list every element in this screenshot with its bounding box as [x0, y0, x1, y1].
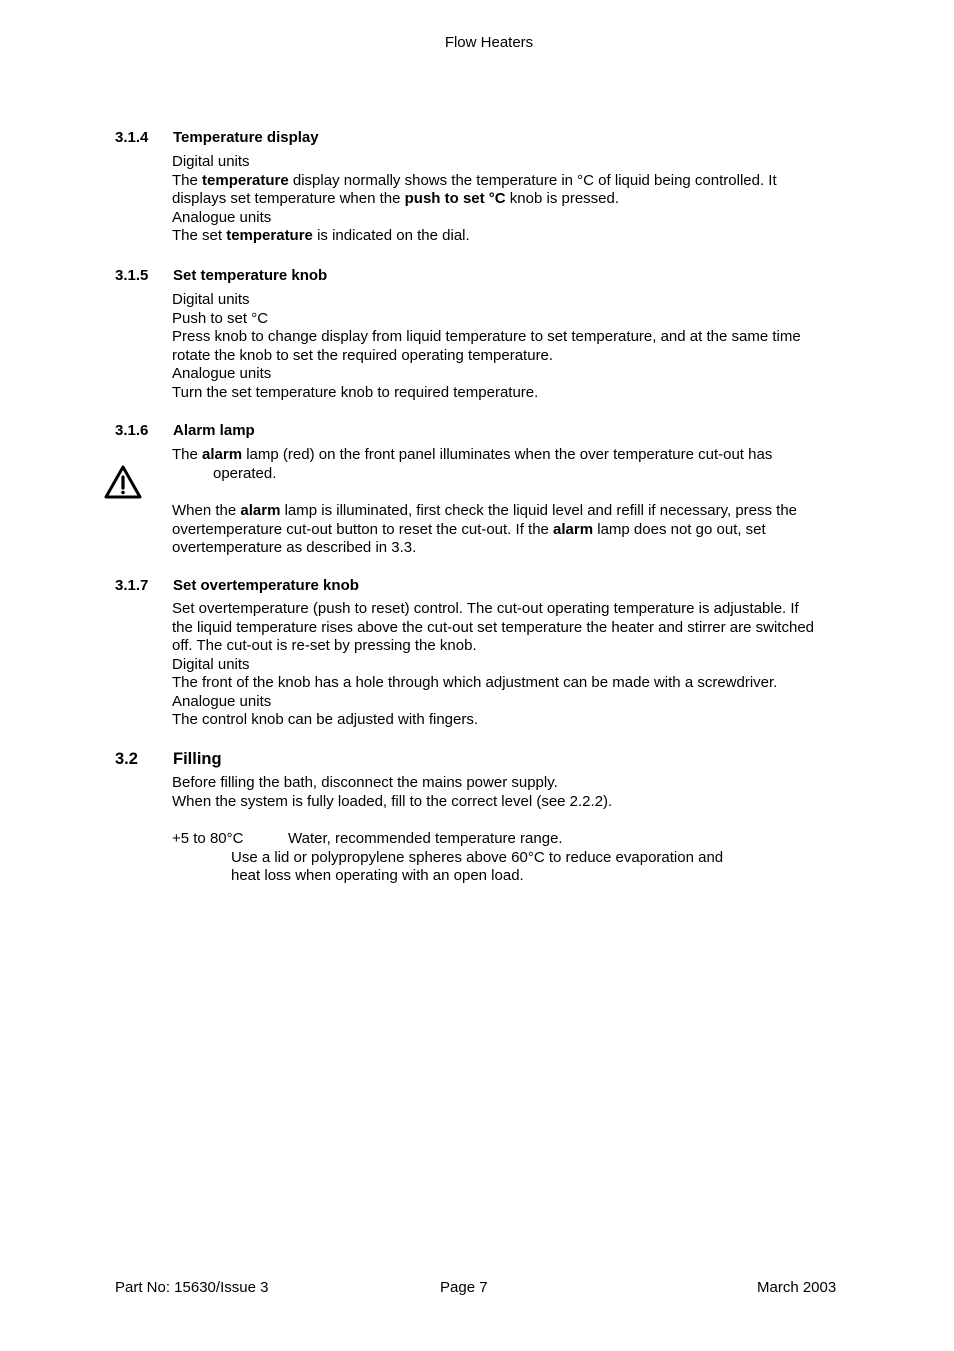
section-body-3-1-6 [172, 446, 872, 558]
line: heat loss when operating with an open load. [231, 867, 524, 884]
section-title-temperature-display: Temperature display [173, 129, 319, 146]
section-body-3-2 [172, 774, 872, 886]
footer-part-number: Part No: 15630/Issue 3 [115, 1279, 269, 1296]
section-title-set-temperature-knob: Set temperature knob [173, 267, 328, 284]
line: Digital units [172, 291, 250, 308]
line: Digital units [172, 153, 250, 170]
section-body-3-1-5 [172, 291, 872, 402]
section-title-filling: Filling [173, 750, 222, 768]
line: off. The cut-out is re-set by pressing the knob. [172, 637, 477, 654]
section-number-3-1-6: 3.1.6 [115, 422, 149, 439]
line: the liquid temperature rises above the cut-out set temperature the heater and stirrer are switched [172, 618, 815, 636]
temperature-range: +5 to 80°C [172, 830, 244, 847]
line: Set overtemperature (push to reset) control. The cut-out operating temperature is adjustable. If [172, 600, 799, 617]
section-body-3-1-7 [172, 600, 872, 730]
line: Analogue units [172, 208, 272, 226]
temperature-range-description: Water, recommended temperature range. [288, 830, 563, 847]
line: The set temperature is indicated on the dial. [172, 227, 470, 244]
section-body-3-1-4 [172, 153, 872, 246]
line: The alarm lamp (red) on the front panel illuminates when the over temperature cut-out has [172, 446, 773, 463]
line: Use a lid or polypropylene spheres above 60°C to reduce evaporation and [231, 848, 724, 866]
section-number-3-1-7: 3.1.7 [115, 577, 149, 594]
line: The front of the knob has a hole through which adjustment can be made with a screwdriver. [172, 674, 778, 691]
line: Before filling the bath, disconnect the mains power supply. [172, 774, 558, 791]
footer-page-number: Page 7 [440, 1279, 488, 1296]
running-header: Flow Heaters [444, 34, 534, 51]
section-number-3-1-5: 3.1.5 [115, 267, 149, 284]
line: When the alarm lamp is illuminated, first check the liquid level and refill if necessary, press the [172, 502, 798, 519]
line: overtemperature as described in 3.3. [172, 539, 417, 556]
line: Push to set °C [172, 309, 269, 327]
line: The control knob can be adjusted with fingers. [172, 711, 479, 728]
line: When the system is fully loaded, fill to the correct level (see 2.2.2). [172, 792, 613, 810]
line: overtemperature cut-out button to reset the cut-out. If the alarm lamp does not go out, set [172, 520, 766, 538]
section-title-set-overtemperature-knob: Set overtemperature knob [173, 577, 359, 594]
footer-date: March 2003 [757, 1279, 837, 1296]
section-number-3-1-4: 3.1.4 [115, 129, 149, 146]
section-number-3-2: 3.2 [115, 750, 138, 768]
line: The temperature display normally shows the temperature in °C of liquid being controlled. It [172, 171, 777, 189]
line: displays set temperature when the push to set °C knob is pressed. [172, 190, 620, 207]
temperature-range-line [172, 830, 872, 849]
section-title-alarm-lamp: Alarm lamp [173, 422, 255, 439]
line: Analogue units [172, 365, 272, 382]
warning-triangle-icon [103, 464, 143, 500]
line: Digital units [172, 655, 250, 673]
line: Press knob to change display from liquid temperature to set temperature, and at the same time [172, 328, 801, 345]
line: operated. [213, 464, 277, 482]
line: rotate the knob to set the required operating temperature. [172, 346, 554, 364]
line: Analogue units [172, 692, 272, 710]
line: Turn the set temperature knob to required temperature. [172, 383, 539, 401]
